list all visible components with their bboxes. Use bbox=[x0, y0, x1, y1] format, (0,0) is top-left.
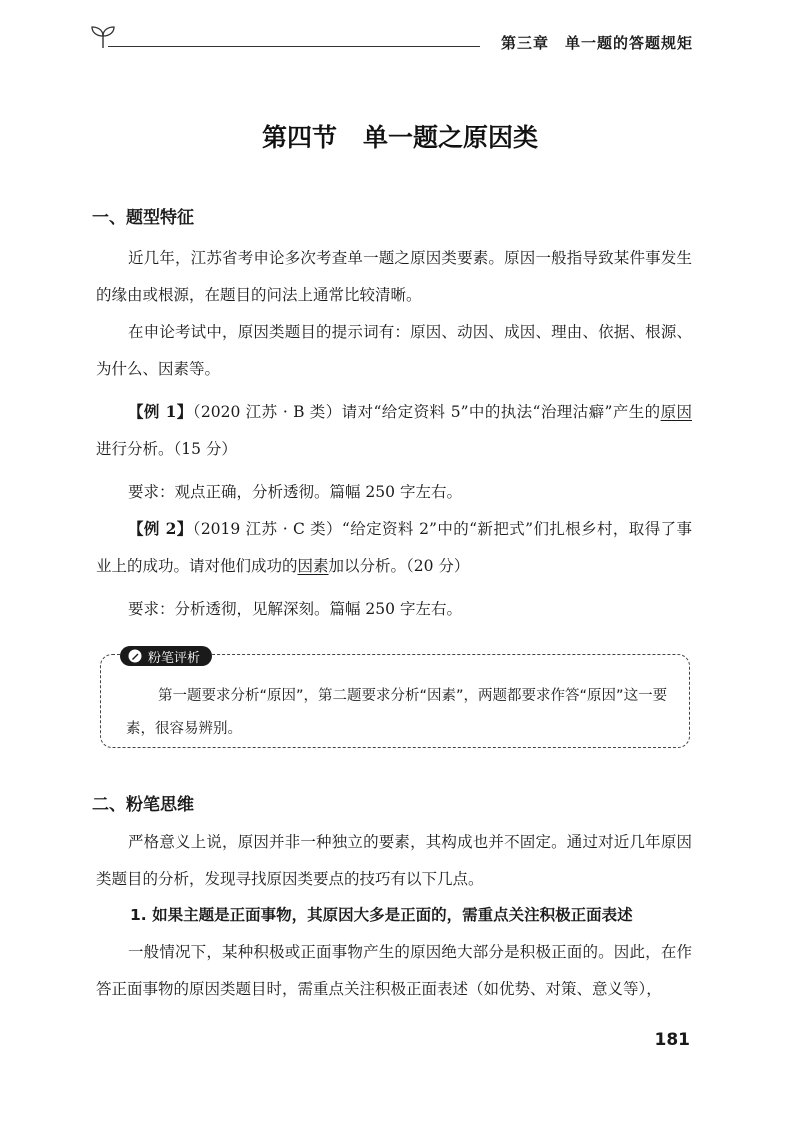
heading-question-features: 一、题型特征 bbox=[92, 208, 194, 228]
example-2-requirement: 要求：分析透彻，见解深刻。篇幅 250 字左右。 bbox=[128, 600, 462, 618]
paragraph-positive: 一般情况下，某种积极或正面事物产生的原因绝大部分是积极正面的。因此，在作答正面事物的原因类题目时，需重点关注积极正面表述（如优势、对策、意义等）， bbox=[96, 943, 692, 998]
example-2-text-end: 加以分析。（20 分） bbox=[328, 557, 470, 575]
chapter-title: 第三章 单一题的答题规矩 bbox=[500, 34, 693, 52]
comment-text: 第一题要求分析“原因”，第二题要求分析“因素”，两题都要求作答“原因”这一要素，很容易辨别。 bbox=[126, 688, 668, 737]
comment-label bbox=[120, 646, 212, 666]
example-1-requirement: 要求：观点正确，分析透彻。篇幅 250 字左右。 bbox=[128, 483, 462, 501]
section-name: 单一题之原因类 bbox=[363, 123, 539, 152]
example-1-text: （2020 江苏 · B 类）请对“给定资料 5”中的执法“治理沽癖”产生的 bbox=[192, 403, 661, 421]
example-1-text-end: 进行分析。（15 分） bbox=[96, 440, 237, 458]
example-2-text: （2019 江苏 · C 类）“给定资料 2”中的“新把式”们扎根乡村，取得了事业上的成功。请对他们成功的 bbox=[96, 520, 692, 575]
header-rule bbox=[108, 46, 480, 47]
page-number: 181 bbox=[654, 1030, 690, 1050]
paragraph-keywords: 在申论考试中，原因类题目的提示词有：原因、动因、成因、理由、依据、根源、为什么、因素等。 bbox=[96, 323, 692, 378]
running-header bbox=[88, 22, 693, 52]
comment-label-text: 粉笔评析 bbox=[148, 650, 201, 666]
example-2-keyword: 因素 bbox=[297, 557, 329, 575]
pen-icon bbox=[128, 649, 142, 663]
example-1-tag: 【例 1】 bbox=[128, 402, 193, 421]
example-1-keyword: 原因 bbox=[660, 403, 692, 421]
heading-fenbi-thinking: 二、粉笔思维 bbox=[92, 795, 194, 815]
section-title bbox=[0, 118, 800, 154]
subheading-positive: 1. 如果主题是正面事物，其原因大多是正面的，需重点关注积极正面表述 bbox=[130, 906, 633, 924]
paragraph-thinking: 严格意义上说，原因并非一种独立的要素，其构成也并不固定。通过对近几年原因类题目的分析，发现寻找原因类要点的技巧有以下几点。 bbox=[96, 833, 692, 888]
example-1 bbox=[96, 393, 692, 468]
example-2 bbox=[96, 510, 692, 585]
section-number: 第四节 bbox=[261, 123, 337, 152]
paragraph-intro: 近几年，江苏省考申论多次考查单一题之原因类要素。原因一般指导致某件事发生的缘由或根源，在题目的问法上通常比较清晰。 bbox=[96, 249, 692, 304]
example-2-tag: 【例 2】 bbox=[128, 519, 193, 538]
